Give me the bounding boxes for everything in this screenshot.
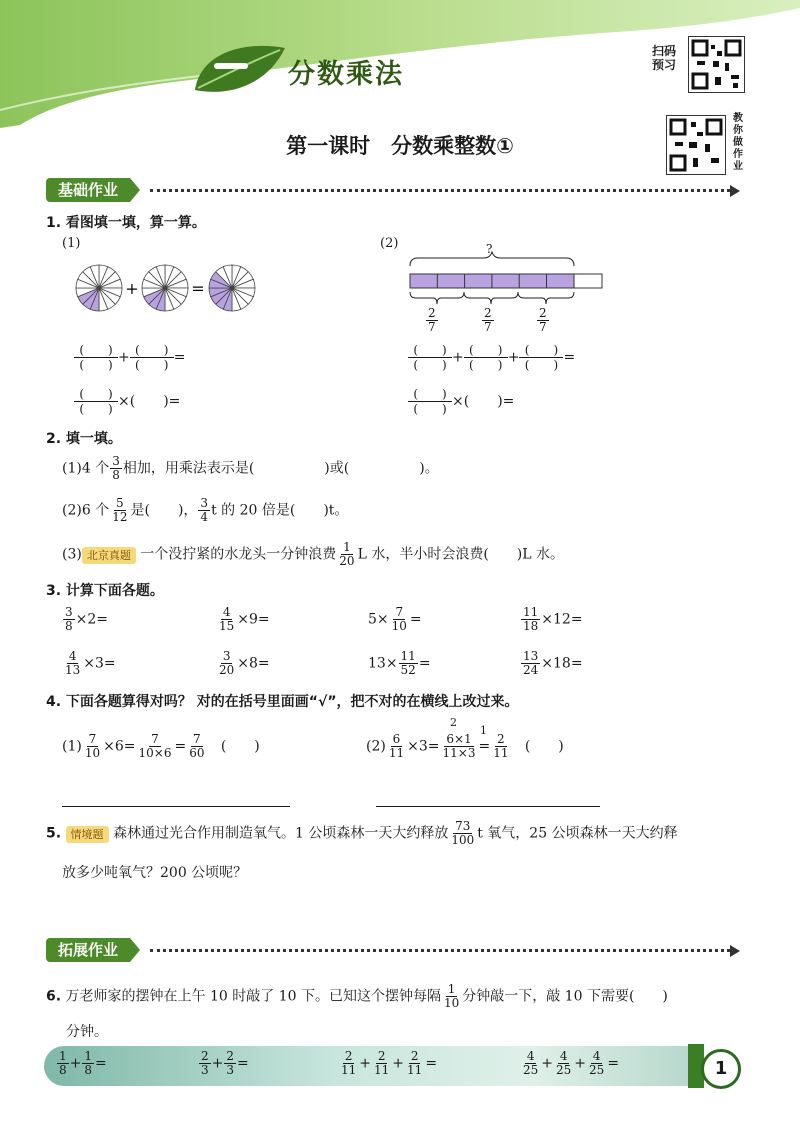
q4-correction-line-1[interactable] <box>62 806 290 807</box>
q4-cancel-top: 2 <box>450 716 457 729</box>
footer-expression: $\frac{4}{25}$ + $\frac{4}{25}$ + $\frac{4}{25}$ = <box>523 1049 620 1077</box>
q6-line2: 分钟。 <box>66 1024 108 1040</box>
q3-item: $\frac{13}{24}$ ×18= <box>523 649 583 677</box>
fraction: $\frac{3}{8}$ <box>112 454 120 482</box>
operator-sign: = <box>191 279 205 298</box>
q4-correction-line-2[interactable] <box>376 806 600 807</box>
q6-line1: 6. 万老师家的摆钟在上午 10 时敲了 10 下。已知这个摆钟每隔 $\frac{1}{10}$ 分钟敲一下，敲 10 下需要( ) <box>46 982 668 1010</box>
footer-expression: $\frac{2}{3}$ + $\frac{2}{3}$ = <box>201 1049 249 1077</box>
q1-part2-add-row: ( ) ( ) + ( ) ( ) + ( ) ( ) = <box>408 343 575 372</box>
q3-item: $\frac{11}{18}$ ×12= <box>523 605 583 633</box>
fraction: $\frac{1}{8}$ <box>84 1049 93 1077</box>
fraction: $\frac{11}{18}$ <box>523 605 539 633</box>
footer-expression: $\frac{2}{11}$ + $\frac{2}{11}$ + $\frac{2}{11}$ = <box>341 1049 438 1077</box>
q4-part1: (1) $\frac{7}{10}$ ×6= $\frac{7}{10\times 6}$ = $\frac{7}{60}$ ( ) <box>62 732 260 760</box>
teacher-help-char: 做 <box>733 137 743 148</box>
fraction: $\frac{1}{20}$ <box>339 540 355 568</box>
unit-number-mark <box>214 63 248 69</box>
q1-question-mark: ? <box>486 242 493 256</box>
q2-line1: (1)4 个 $\frac{3}{8}$ 相加，用乘法表示是( )或( )。 <box>62 454 439 482</box>
scan-preview-line2: 预习 <box>652 58 677 72</box>
footer-expression: $\frac{1}{8}$ + $\frac{1}{8}$ = <box>59 1049 107 1077</box>
answer-paren[interactable]: ( ) <box>524 738 564 755</box>
q4-part2: (2) $\frac{6}{11}$ ×3= $\frac{6\times 1}{11\times 3}$ = $\frac{2}{11}$ ( ) <box>366 732 564 760</box>
q3-item: $\frac{4}{15}$ ×9= <box>219 605 270 633</box>
scan-preview-label <box>652 44 676 72</box>
fraction: $\frac{4}{25}$ <box>556 1049 572 1077</box>
bar-unshaded <box>574 274 602 288</box>
fraction: $\frac{7}{10}$ <box>391 605 407 633</box>
fraction: $\frac{13}{24}$ <box>523 649 539 677</box>
divider-arrow-icon <box>730 185 740 197</box>
qr-code-preview[interactable] <box>688 36 745 93</box>
blank-fraction[interactable]: ( ) ( ) <box>519 343 563 372</box>
fraction: $\frac{3}{8}$ <box>65 605 73 633</box>
q4-cancel-one: 1 <box>480 724 487 737</box>
q1-part1-label: (1) <box>62 236 81 251</box>
section-divider <box>150 189 730 192</box>
blank-fraction[interactable]: ( ) ( ) <box>74 387 118 416</box>
q1-circles-diagram <box>74 262 260 314</box>
fraction: $\frac{2}{11}$ <box>341 1049 357 1077</box>
fraction: $\frac{3}{20}$ <box>219 649 235 677</box>
fraction: $\frac{4}{15}$ <box>219 605 235 633</box>
section-divider <box>150 949 730 952</box>
q3-item: 13× $\frac{11}{52}$ = <box>368 649 431 677</box>
fraction: $\frac{4}{13}$ <box>65 649 81 677</box>
fraction: $\frac{11}{52}$ <box>400 649 416 677</box>
operator-sign: + <box>125 279 139 298</box>
q2-line2: (2)6 个 $\frac{5}{12}$ 是( )， $\frac{3}{4}$ t 的 20 倍是( )t。 <box>62 496 349 524</box>
q3-item: $\frac{3}{20}$ ×8= <box>219 649 270 677</box>
fraction: $\frac{2}{11}$ <box>407 1049 423 1077</box>
fraction: $\frac{5}{12}$ <box>112 496 128 524</box>
q5-line1: 5. 情境题 森林通过光合作用制造氧气。1 公顷森林一天大约释放 $\frac{73}{100}$ t 氧气，25 公顷森林一天大约释 <box>46 819 678 847</box>
unit-title: 分数乘法 <box>288 59 404 90</box>
q1-part1-add-row: ( ) ( ) + ( ) ( ) = <box>74 343 185 372</box>
q4-title: 4. 下面各题算得对吗？ 对的在括号里面画“√”，把不对的在横线上改过来。 <box>46 694 519 710</box>
scan-preview-line1: 扫码 <box>652 44 677 58</box>
fraction: $\frac{1}{8}$ <box>59 1049 67 1077</box>
teacher-help-char: 教 <box>733 113 743 124</box>
fraction: $\frac{2}{11}$ <box>374 1049 390 1077</box>
fraction: $\frac{1}{10}$ <box>443 982 460 1010</box>
lesson-title: 第一课时 分数乘整数① <box>286 134 514 158</box>
q3-title: 3. 计算下面各题。 <box>46 583 164 599</box>
fraction: $\frac{2}{3}$ <box>201 1049 209 1077</box>
section-tag-basic: 基础作业 <box>46 178 130 202</box>
teacher-help-char: 业 <box>733 161 743 172</box>
q1-seg-fraction: $\frac{2}{7}$ <box>539 306 547 334</box>
q1-seg-fraction: $\frac{2}{7}$ <box>484 306 492 334</box>
badge-beijing: 北京真题 <box>82 547 136 564</box>
q2-line3: (3) 北京真题 一个没拧紧的水龙头一分钟浪费 $\frac{1}{20}$ L 水，半小时会浪费( )L 水。 <box>62 540 564 568</box>
q1-part2-label: (2) <box>380 236 399 251</box>
fraction: $\frac{4}{25}$ <box>523 1049 539 1077</box>
badge-scenario: 情境题 <box>66 826 109 843</box>
fraction: $\frac{2}{3}$ <box>226 1049 235 1077</box>
q5-line2: 放多少吨氧气？200 公顷呢？ <box>62 865 248 881</box>
answer-paren[interactable]: ( ) <box>220 738 260 755</box>
blank-fraction[interactable]: ( ) ( ) <box>464 343 508 372</box>
q1-seg-fraction: $\frac{2}{7}$ <box>428 306 436 334</box>
blank-fraction[interactable]: ( ) ( ) <box>408 343 452 372</box>
section-tag-extended: 拓展作业 <box>46 938 130 962</box>
q3-item: $\frac{3}{8}$ ×2= <box>65 605 109 633</box>
q2-title: 2. 填一填。 <box>46 431 122 447</box>
blank-fraction[interactable]: ( ) ( ) <box>130 343 174 372</box>
blank-fraction[interactable]: ( ) ( ) <box>408 387 452 416</box>
page-number: 1 <box>701 1049 741 1089</box>
q1-title: 1. 看图填一填，算一算。 <box>46 215 206 231</box>
teacher-help-char: 作 <box>733 149 743 160</box>
q1-part1-mul-row: ( ) ( ) ×( )= <box>74 387 180 416</box>
segment-brace <box>518 292 574 304</box>
blank-fraction[interactable]: ( ) ( ) <box>74 343 118 372</box>
q3-item: 5× $\frac{7}{10}$ = <box>368 605 422 633</box>
fraction: $\frac{73}{100}$ <box>451 819 475 847</box>
segment-brace <box>464 292 518 304</box>
fraction: $\frac{3}{4}$ <box>200 496 209 524</box>
q3-item: $\frac{4}{13}$ ×3= <box>65 649 116 677</box>
fraction: $\frac{4}{25}$ <box>589 1049 605 1077</box>
segment-brace <box>410 292 464 304</box>
divider-arrow-icon <box>730 945 740 957</box>
teacher-help-char: 你 <box>733 125 743 136</box>
q1-part2-mul-row: ( ) ( ) ×( )= <box>408 387 514 416</box>
